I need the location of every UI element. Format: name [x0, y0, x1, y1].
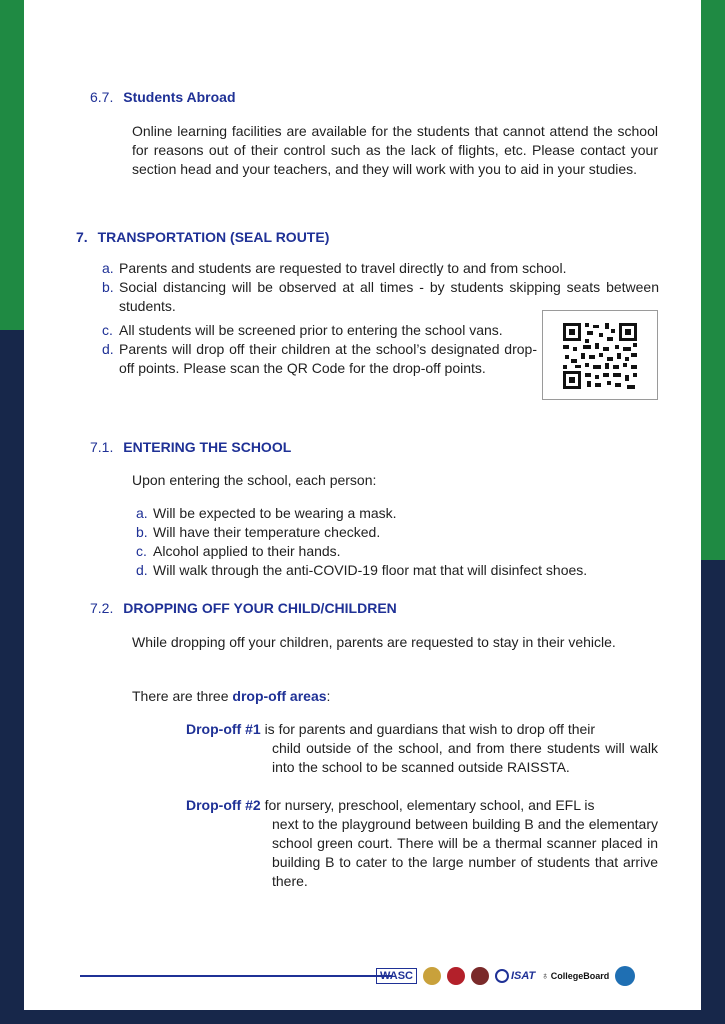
footer-logos — [376, 964, 666, 988]
list-text: Parents will drop off their children at the school’s designated drop-off points. Please scan the QR Code for the drop-off points. — [119, 341, 537, 376]
section-7-heading — [76, 228, 329, 247]
list-text: Parents and students are requested to travel directly to and from school. — [119, 260, 567, 276]
acorn-icon: ♁ — [541, 970, 549, 982]
entering-list — [136, 504, 663, 580]
section-7-2-dropoff-intro — [132, 687, 330, 706]
section-6-7-heading — [90, 88, 236, 107]
dropoff-2-continued: next to the playground between building B and the elementary school green court. There will be a thermal scanner placed in building B to cater to the large number of students that arrive there. — [272, 816, 658, 889]
list-text: Will have their temperature checked. — [153, 524, 381, 540]
section-6-7-paragraph: Online learning facilities are available for the students that cannot attend the school for reasons out of their control such as the lack of flights, etc. Please contact your section head and your teachers, and they will work with you to aid in your studies. — [132, 123, 658, 177]
list-item — [136, 542, 663, 561]
dropoff-2 — [186, 796, 658, 815]
crest-icon — [471, 967, 489, 985]
list-text: All students will be screened prior to entering the school vans. — [119, 322, 503, 338]
dropoff-label: Drop-off #1 — [186, 721, 261, 737]
footer-rule — [80, 975, 392, 977]
list-item — [102, 340, 537, 378]
section-7-2-heading — [90, 599, 397, 618]
list-marker: c. — [136, 543, 147, 559]
dropoff-label: Drop-off #2 — [186, 797, 261, 813]
intro-suffix: : — [326, 688, 331, 704]
list-marker: d. — [102, 341, 114, 357]
intro-bold: drop-off areas — [232, 688, 327, 704]
list-marker: a. — [102, 260, 114, 276]
transport-list — [102, 259, 659, 316]
transport-list-continued — [102, 321, 537, 378]
qr-code-icon — [561, 321, 639, 391]
dropoff-1 — [186, 720, 658, 739]
list-item — [102, 321, 537, 340]
red-seal-icon — [447, 967, 465, 985]
list-item — [102, 259, 659, 278]
list-marker: b. — [102, 279, 114, 295]
dropoff-1-continued: child outside of the school, and from there students will walk into the school to be scanned outside RAISSTA. — [272, 740, 658, 775]
list-text: Will walk through the anti-COVID-19 floor mat that will disinfect shoes. — [153, 562, 588, 578]
tuv-seal-icon — [615, 966, 635, 986]
list-marker: c. — [102, 322, 113, 338]
intro-text: There are three — [132, 688, 233, 704]
list-item — [136, 504, 663, 523]
collegeboard-logo: ♁ CollegeBoard — [541, 970, 610, 982]
gold-seal-icon — [423, 967, 441, 985]
section-7-1-intro: Upon entering the school, each person: — [132, 472, 377, 488]
qr-code-box[interactable] — [542, 310, 658, 400]
dropoff-first-line: is for parents and guardians that wish to drop off their — [264, 721, 596, 737]
document-page — [24, 0, 701, 1010]
section-7-2-paragraph: While dropping off your children, parents are requested to stay in their vehicle. — [132, 634, 616, 650]
list-marker: a. — [136, 505, 148, 521]
section-number: 7. — [76, 229, 88, 245]
section-title: TRANSPORTATION (SEAL ROUTE) — [97, 229, 330, 245]
list-text: Social distancing will be observed at all times - by students skipping seats between students. — [119, 279, 659, 314]
section-title: DROPPING OFF YOUR CHILD/CHILDREN — [123, 600, 397, 616]
list-text: Alcohol applied to their hands. — [153, 543, 341, 559]
isat-logo: ISAT — [495, 969, 535, 983]
wasc-logo: WASC — [376, 968, 417, 984]
list-text: Will be expected to be wearing a mask. — [153, 505, 397, 521]
section-number: 6.7. — [90, 89, 114, 105]
section-7-1-heading — [90, 438, 291, 457]
list-marker: b. — [136, 524, 148, 540]
isat-icon — [495, 969, 509, 983]
list-item — [136, 523, 663, 542]
section-title: ENTERING THE SCHOOL — [123, 439, 292, 455]
section-number: 7.2. — [90, 600, 114, 616]
list-marker: d. — [136, 562, 148, 578]
section-title: Students Abroad — [123, 89, 236, 105]
list-item — [136, 561, 663, 580]
section-number: 7.1. — [90, 439, 114, 455]
dropoff-first-line: for nursery, preschool, elementary school, and EFL is — [264, 797, 595, 813]
